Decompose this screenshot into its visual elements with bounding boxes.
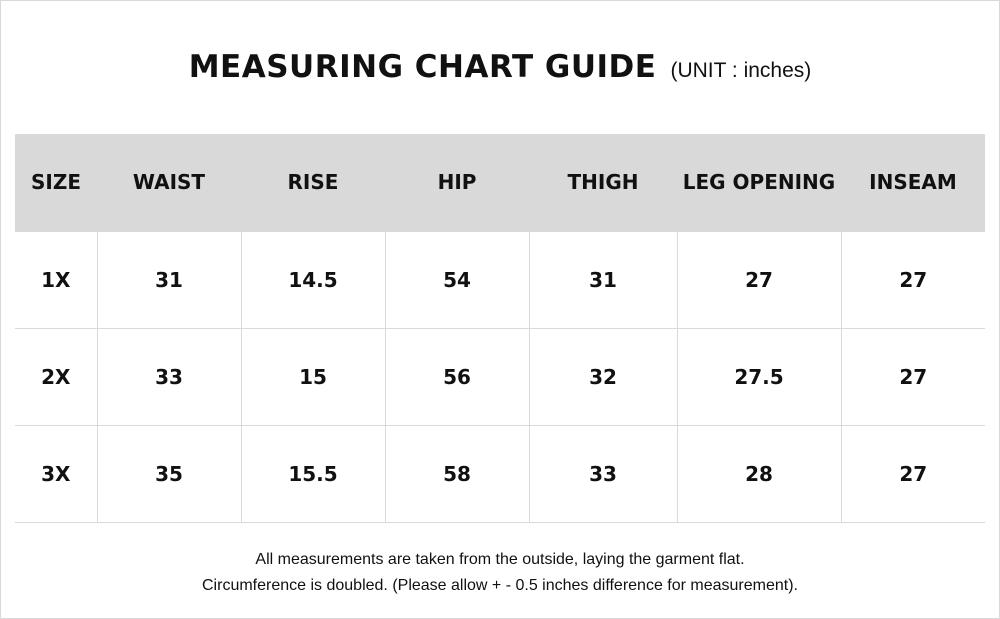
- notes: [1, 547, 999, 599]
- size-table: [15, 134, 985, 523]
- table-row: [15, 231, 985, 328]
- cell-hip: 54: [385, 231, 529, 328]
- cell-thigh: 31: [529, 231, 677, 328]
- cell-rise: 14.5: [241, 231, 385, 328]
- cell-hip: 58: [385, 425, 529, 522]
- cell-size: 2X: [41, 364, 71, 389]
- header-inseam: INSEAM: [869, 170, 957, 195]
- cell-size: 3X: [41, 461, 71, 486]
- cell-leg-opening: 28: [677, 425, 841, 522]
- header-hip: HIP: [437, 170, 477, 195]
- unit-label: (UNIT : inches): [670, 59, 812, 82]
- cell-waist: 33: [97, 328, 241, 425]
- cell-waist: 31: [97, 231, 241, 328]
- table-row: [15, 328, 985, 425]
- title-row: [1, 49, 999, 93]
- table-header-row: [15, 134, 985, 231]
- cell-leg-opening: 27.5: [677, 328, 841, 425]
- cell-size: 1X: [41, 267, 71, 292]
- table-row: [15, 425, 985, 522]
- cell-inseam: 27: [841, 328, 985, 425]
- cell-waist: 35: [97, 425, 241, 522]
- note-line-1: All measurements are taken from the outside, laying the garment flat.: [255, 551, 745, 568]
- header-leg-opening: LEG OPENING: [682, 170, 836, 195]
- cell-inseam: 27: [841, 231, 985, 328]
- chart-title: MEASURING CHART GUIDE: [188, 49, 657, 85]
- cell-thigh: 32: [529, 328, 677, 425]
- note-line-2: Circumference is doubled. (Please allow + - 0.5 inches difference for measurement).: [202, 577, 798, 594]
- cell-leg-opening: 27: [677, 231, 841, 328]
- cell-rise: 15.5: [241, 425, 385, 522]
- header-waist: WAIST: [132, 170, 206, 195]
- cell-thigh: 33: [529, 425, 677, 522]
- cell-hip: 56: [385, 328, 529, 425]
- cell-inseam: 27: [841, 425, 985, 522]
- header-thigh: THIGH: [567, 170, 639, 195]
- cell-rise: 15: [241, 328, 385, 425]
- header-size: SIZE: [30, 170, 81, 195]
- header-rise: RISE: [287, 170, 339, 195]
